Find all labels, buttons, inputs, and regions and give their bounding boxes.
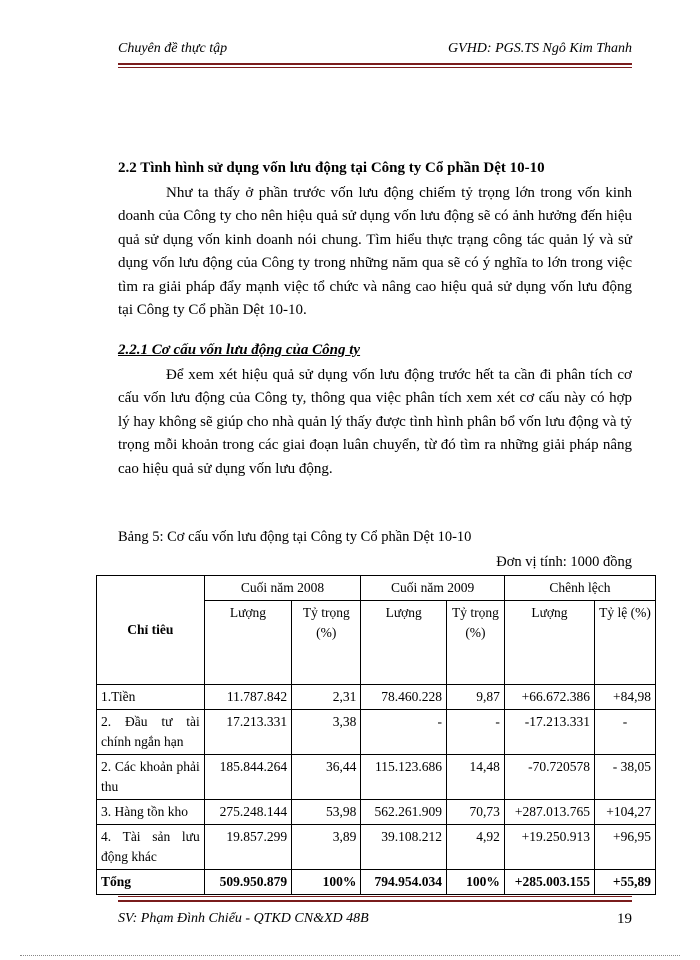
total-p2008: 100% <box>292 870 361 895</box>
header-rule <box>118 63 632 65</box>
working-capital-table <box>96 575 656 895</box>
cell-v2008: 185.844.264 <box>204 755 291 800</box>
row-label: 2. Các khoản phải thu <box>97 755 205 800</box>
cell-p2009: - <box>447 710 505 755</box>
cell-diff-amount: +66.672.386 <box>504 685 594 710</box>
cell-p2008: 36,44 <box>292 755 361 800</box>
total-v2009: 794.954.034 <box>361 870 447 895</box>
table-row <box>97 800 656 825</box>
total-v2008: 509.950.879 <box>204 870 291 895</box>
cell-p2008: 3,38 <box>292 710 361 755</box>
col-share-2008: Tỷ trọng (%) <box>292 601 361 685</box>
col-group-diff: Chênh lệch <box>504 576 655 601</box>
cell-p2009: 9,87 <box>447 685 505 710</box>
table-row <box>97 755 656 800</box>
section-paragraph-text: Như ta thấy ở phần trước vốn lưu động chiếm tỷ trọng lớn trong vốn kinh doanh của Công ty cho nên hiệu quả sử dụng vốn lưu động sẽ có ảnh hưởng đến hiệu quả sử dụng vốn kinh doanh nói chung. Tìm hiểu thực trạng công tác quản lý và sử dụng vốn lưu động của Công ty trong những năm qua sẽ có ý nghĩa to lớn trong việc tìm ra giải pháp đẩy mạnh việc tổ chức và nâng cao hiệu quả sử dụng vốn lưu động tại Công ty Cổ phần Dệt 10-10. <box>118 185 632 319</box>
cell-diff-rate: - <box>595 710 656 755</box>
subsection-paragraph-text: Để xem xét hiệu quả sử dụng vốn lưu động trước hết ta cần đi phân tích cơ cấu vốn lưu động của Công ty, thông qua việc phân tích xem xét cơ cấu này có hợp lý hay không sẽ giúp cho nhà quản lý thấy được tình hình phân bổ vốn lưu động và tỷ trọng mỗi khoản trong các giai đoạn luân chuyển, từ đó tìm ra những giải pháp nâng cao hiệu quả sử dụng vốn lưu động. <box>118 367 632 477</box>
footer-rule-thin <box>118 896 632 897</box>
table-caption: Bảng 5: Cơ cấu vốn lưu động tại Công ty Cổ phần Dệt 10-10 <box>118 529 472 545</box>
cell-v2008: 19.857.299 <box>204 825 291 870</box>
table-row <box>97 685 656 710</box>
row-label: 2. Đầu tư tài chính ngắn hạn <box>97 710 205 755</box>
cell-p2009: 70,73 <box>447 800 505 825</box>
cell-v2009: 39.108.212 <box>361 825 447 870</box>
cell-v2009: 78.460.228 <box>361 685 447 710</box>
col-amount-2008: Lượng <box>204 601 291 685</box>
total-diff-rate: +55,89 <box>595 870 656 895</box>
cell-p2008: 53,98 <box>292 800 361 825</box>
cell-v2009: 115.123.686 <box>361 755 447 800</box>
cell-v2008: 11.787.842 <box>204 685 291 710</box>
cell-diff-amount: +19.250.913 <box>504 825 594 870</box>
section-paragraph <box>118 182 632 322</box>
subsection-paragraph <box>118 364 632 481</box>
row-label: 3. Hàng tồn kho <box>97 800 205 825</box>
table-row <box>97 710 656 755</box>
cell-v2008: 17.213.331 <box>204 710 291 755</box>
col-rate-diff: Tỷ lệ (%) <box>595 601 656 685</box>
total-p2009: 100% <box>447 870 505 895</box>
footer-rule <box>118 900 632 902</box>
cell-diff-amount: -17.213.331 <box>504 710 594 755</box>
subsection-heading: 2.2.1 Cơ cấu vốn lưu động của Công ty <box>118 342 361 358</box>
table-unit: Đơn vị tính: 1000 đồng <box>496 554 632 570</box>
col-group-2009: Cuối năm 2009 <box>361 576 505 601</box>
cell-diff-rate: - 38,05 <box>595 755 656 800</box>
total-diff-amount: +285.003.155 <box>504 870 594 895</box>
header-left: Chuyên đề thực tập <box>118 41 228 56</box>
header-rule-thin <box>118 67 632 68</box>
col-share-2009: Tỷ trọng (%) <box>447 601 505 685</box>
page-number: 19 <box>617 911 632 927</box>
table-total-row <box>97 870 656 895</box>
cell-v2008: 275.248.144 <box>204 800 291 825</box>
cell-diff-amount: -70.720578 <box>504 755 594 800</box>
row-label: 4. Tài sản lưu động khác <box>97 825 205 870</box>
cell-v2009: 562.261.909 <box>361 800 447 825</box>
header-right: GVHD: PGS.TS Ngô Kim Thanh <box>448 41 632 56</box>
cell-diff-amount: +287.013.765 <box>504 800 594 825</box>
cell-diff-rate: +96,95 <box>595 825 656 870</box>
col-amount-2009: Lượng <box>361 601 447 685</box>
row-label: 1.Tiền <box>97 685 205 710</box>
cell-p2009: 4,92 <box>447 825 505 870</box>
cell-p2008: 2,31 <box>292 685 361 710</box>
section-heading: 2.2 Tình hình sử dụng vốn lưu động tại Công ty Cổ phần Dệt 10-10 <box>118 160 545 176</box>
footer-author: SV: Phạm Đình Chiểu - QTKD CN&XD 48B <box>118 911 369 926</box>
total-label: Tổng <box>97 870 205 895</box>
cell-diff-rate: +104,27 <box>595 800 656 825</box>
cell-v2009: - <box>361 710 447 755</box>
col-indicator: Chỉ tiêu <box>97 576 205 685</box>
table-row <box>97 825 656 870</box>
col-amount-diff: Lượng <box>504 601 594 685</box>
cell-p2009: 14,48 <box>447 755 505 800</box>
page-break-line <box>20 955 680 956</box>
cell-diff-rate: +84,98 <box>595 685 656 710</box>
col-group-2008: Cuối năm 2008 <box>204 576 361 601</box>
table-header-row-1 <box>97 576 656 601</box>
cell-p2008: 3,89 <box>292 825 361 870</box>
